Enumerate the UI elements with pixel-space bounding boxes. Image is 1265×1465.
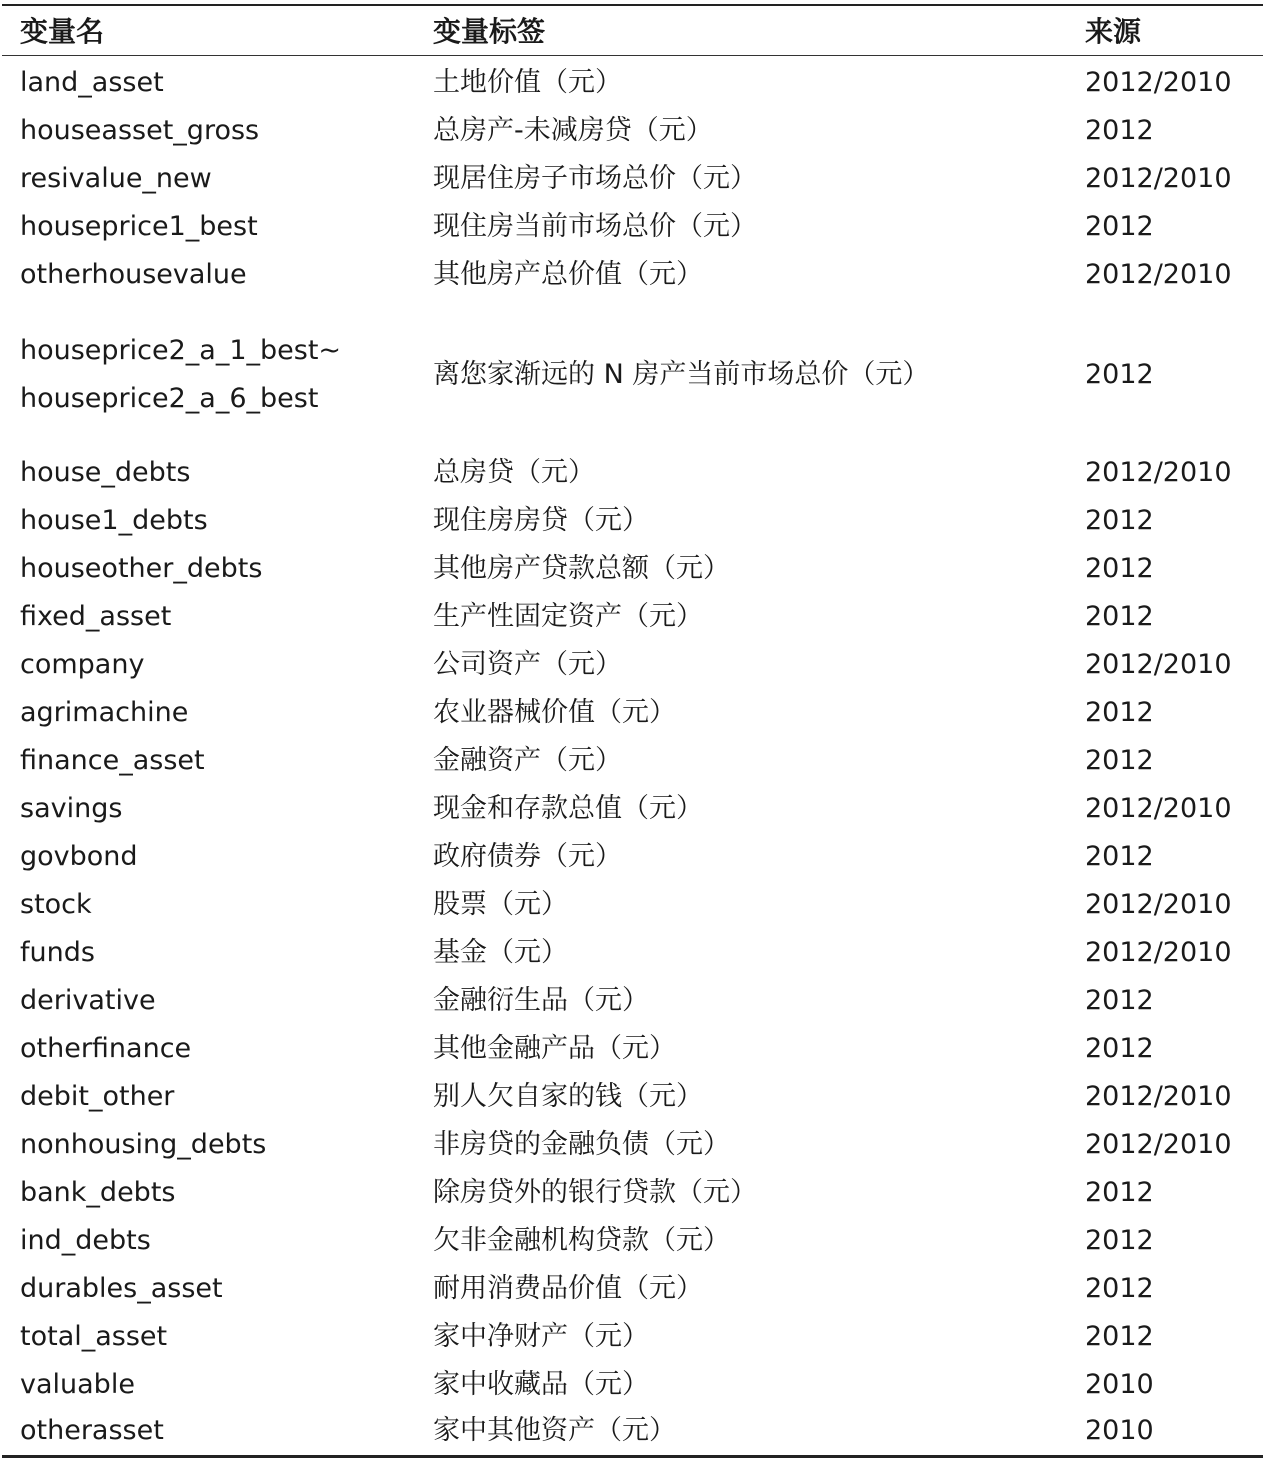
table-row: [0, 155, 1265, 203]
table-row: [0, 833, 1265, 881]
variable-label: 非房贷的金融负债（元）: [433, 1129, 730, 1160]
table-row: [0, 59, 1265, 107]
variable-name: otherhousevalue: [20, 259, 247, 290]
variable-source: 2012: [1085, 359, 1154, 390]
variable-source: 2012/2010: [1085, 889, 1232, 920]
variable-source: 2012: [1085, 1321, 1154, 1352]
variable-label: 别人欠自家的钱（元）: [433, 1081, 703, 1112]
table-row: [0, 1407, 1265, 1455]
variable-name: agrimachine: [20, 697, 189, 728]
variable-label: 除房贷外的银行贷款（元）: [433, 1177, 757, 1208]
variable-source: 2012: [1085, 1225, 1154, 1256]
variable-name: otherasset: [20, 1415, 164, 1446]
variable-label: 家中净财产（元）: [433, 1321, 649, 1352]
table-row: [0, 107, 1265, 155]
variable-name: houseasset_gross: [20, 115, 260, 146]
variable-source: 2012: [1085, 697, 1154, 728]
variable-label: 现金和存款总值（元）: [433, 793, 703, 824]
variable-label: 公司资产（元）: [433, 649, 622, 680]
table-row: [0, 593, 1265, 641]
table-header-row: [0, 8, 1265, 56]
table-row: [0, 545, 1265, 593]
variable-name: house1_debts: [20, 505, 208, 536]
variable-name: land_asset: [20, 67, 164, 98]
variable-name: bank_debts: [20, 1177, 176, 1208]
variable-name: durables_asset: [20, 1273, 223, 1304]
variable-name: houseother_debts: [20, 553, 263, 584]
variable-name: fixed_asset: [20, 601, 172, 632]
variable-source: 2012/2010: [1085, 937, 1232, 968]
variable-label: 金融衍生品（元）: [433, 985, 649, 1016]
table-row: [0, 1073, 1265, 1121]
variable-name: [20, 327, 341, 423]
variable-name: total_asset: [20, 1321, 168, 1352]
variable-label: 现居住房子市场总价（元）: [433, 163, 757, 194]
table-row: [0, 203, 1265, 251]
variable-source: 2012: [1085, 553, 1154, 584]
variable-source: 2012/2010: [1085, 259, 1232, 290]
variable-source: 2012: [1085, 211, 1154, 242]
variable-source: 2012: [1085, 1273, 1154, 1304]
variable-name: finance_asset: [20, 745, 205, 776]
table-row: [0, 785, 1265, 833]
variable-name: valuable: [20, 1369, 135, 1400]
variable-source: 2012: [1085, 1033, 1154, 1064]
table-row: [0, 497, 1265, 545]
variable-name: debit_other: [20, 1081, 175, 1112]
table-row: [0, 977, 1265, 1025]
variable-source: 2012: [1085, 985, 1154, 1016]
table-row: [0, 449, 1265, 497]
variable-label: 总房产-未减房贷（元）: [433, 115, 713, 146]
variable-source: 2012: [1085, 745, 1154, 776]
table-row: [0, 1169, 1265, 1217]
variable-source: 2012: [1085, 1177, 1154, 1208]
variable-name: nonhousing_debts: [20, 1129, 267, 1160]
variable-source: 2012: [1085, 115, 1154, 146]
header-variable-label: 变量标签: [433, 15, 546, 48]
variable-name: stock: [20, 889, 92, 920]
variable-source: 2012/2010: [1085, 163, 1232, 194]
variable-name-line-1: houseprice2_a_1_best~: [20, 335, 342, 366]
variable-name-line-2: houseprice2_a_6_best: [20, 383, 319, 414]
variable-name: house_debts: [20, 457, 191, 488]
variable-name: houseprice1_best: [20, 211, 258, 242]
table-header-rule: [2, 55, 1263, 56]
table-row: [0, 641, 1265, 689]
variable-source: 2012/2010: [1085, 793, 1232, 824]
variable-label: 总房贷（元）: [433, 457, 595, 488]
variable-label: 股票（元）: [433, 889, 568, 920]
variable-label: 生产性固定资产（元）: [433, 601, 703, 632]
table-row: [0, 1121, 1265, 1169]
variable-source: 2012/2010: [1085, 1129, 1232, 1160]
variable-label: 土地价值（元）: [433, 67, 622, 98]
variable-label: 金融资产（元）: [433, 745, 622, 776]
variable-source: 2010: [1085, 1369, 1154, 1400]
variable-label: 农业器械价值（元）: [433, 697, 676, 728]
variable-label: 耐用消费品价值（元）: [433, 1273, 703, 1304]
table-row: [0, 881, 1265, 929]
table-row: [0, 301, 1265, 449]
table-row: [0, 251, 1265, 299]
table-bottom-rule: [2, 1455, 1263, 1458]
variable-source: 2012/2010: [1085, 67, 1232, 98]
variable-name: company: [20, 649, 145, 680]
variable-name: resivalue_new: [20, 163, 212, 194]
table-top-rule: [2, 4, 1263, 6]
variable-source: 2012/2010: [1085, 649, 1232, 680]
variable-label: 其他房产贷款总额（元）: [433, 553, 730, 584]
variable-source: 2012/2010: [1085, 457, 1232, 488]
variable-label: 现住房房贷（元）: [433, 505, 649, 536]
variable-source: 2010: [1085, 1415, 1154, 1446]
variable-name: otherfinance: [20, 1033, 192, 1064]
table-row: [0, 929, 1265, 977]
variable-label: 家中其他资产（元）: [433, 1415, 676, 1446]
variable-label: 家中收藏品（元）: [433, 1369, 649, 1400]
variable-label: 其他金融产品（元）: [433, 1033, 676, 1064]
variable-name: savings: [20, 793, 123, 824]
table-row: [0, 1217, 1265, 1265]
table-row: [0, 689, 1265, 737]
variable-label: 政府债券（元）: [433, 841, 622, 872]
table-row: [0, 1025, 1265, 1073]
table-row: [0, 1361, 1265, 1409]
table-row: [0, 1265, 1265, 1313]
variable-source: 2012: [1085, 841, 1154, 872]
variable-label: 欠非金融机构贷款（元）: [433, 1225, 730, 1256]
variable-source: 2012: [1085, 505, 1154, 536]
variable-name: derivative: [20, 985, 156, 1016]
variable-source: 2012/2010: [1085, 1081, 1232, 1112]
variable-source: 2012: [1085, 601, 1154, 632]
variable-label: 基金（元）: [433, 937, 568, 968]
variable-label: 其他房产总价值（元）: [433, 259, 703, 290]
variable-name: funds: [20, 937, 95, 968]
header-source: 来源: [1085, 15, 1142, 48]
variable-label: 离您家渐远的 N 房产当前市场总价（元）: [433, 359, 930, 390]
variable-label: 现住房当前市场总价（元）: [433, 211, 757, 242]
table-row: [0, 737, 1265, 785]
variable-name: govbond: [20, 841, 138, 872]
variable-name: ind_debts: [20, 1225, 151, 1256]
table-row: [0, 1313, 1265, 1361]
header-variable-name: 变量名: [20, 15, 105, 48]
